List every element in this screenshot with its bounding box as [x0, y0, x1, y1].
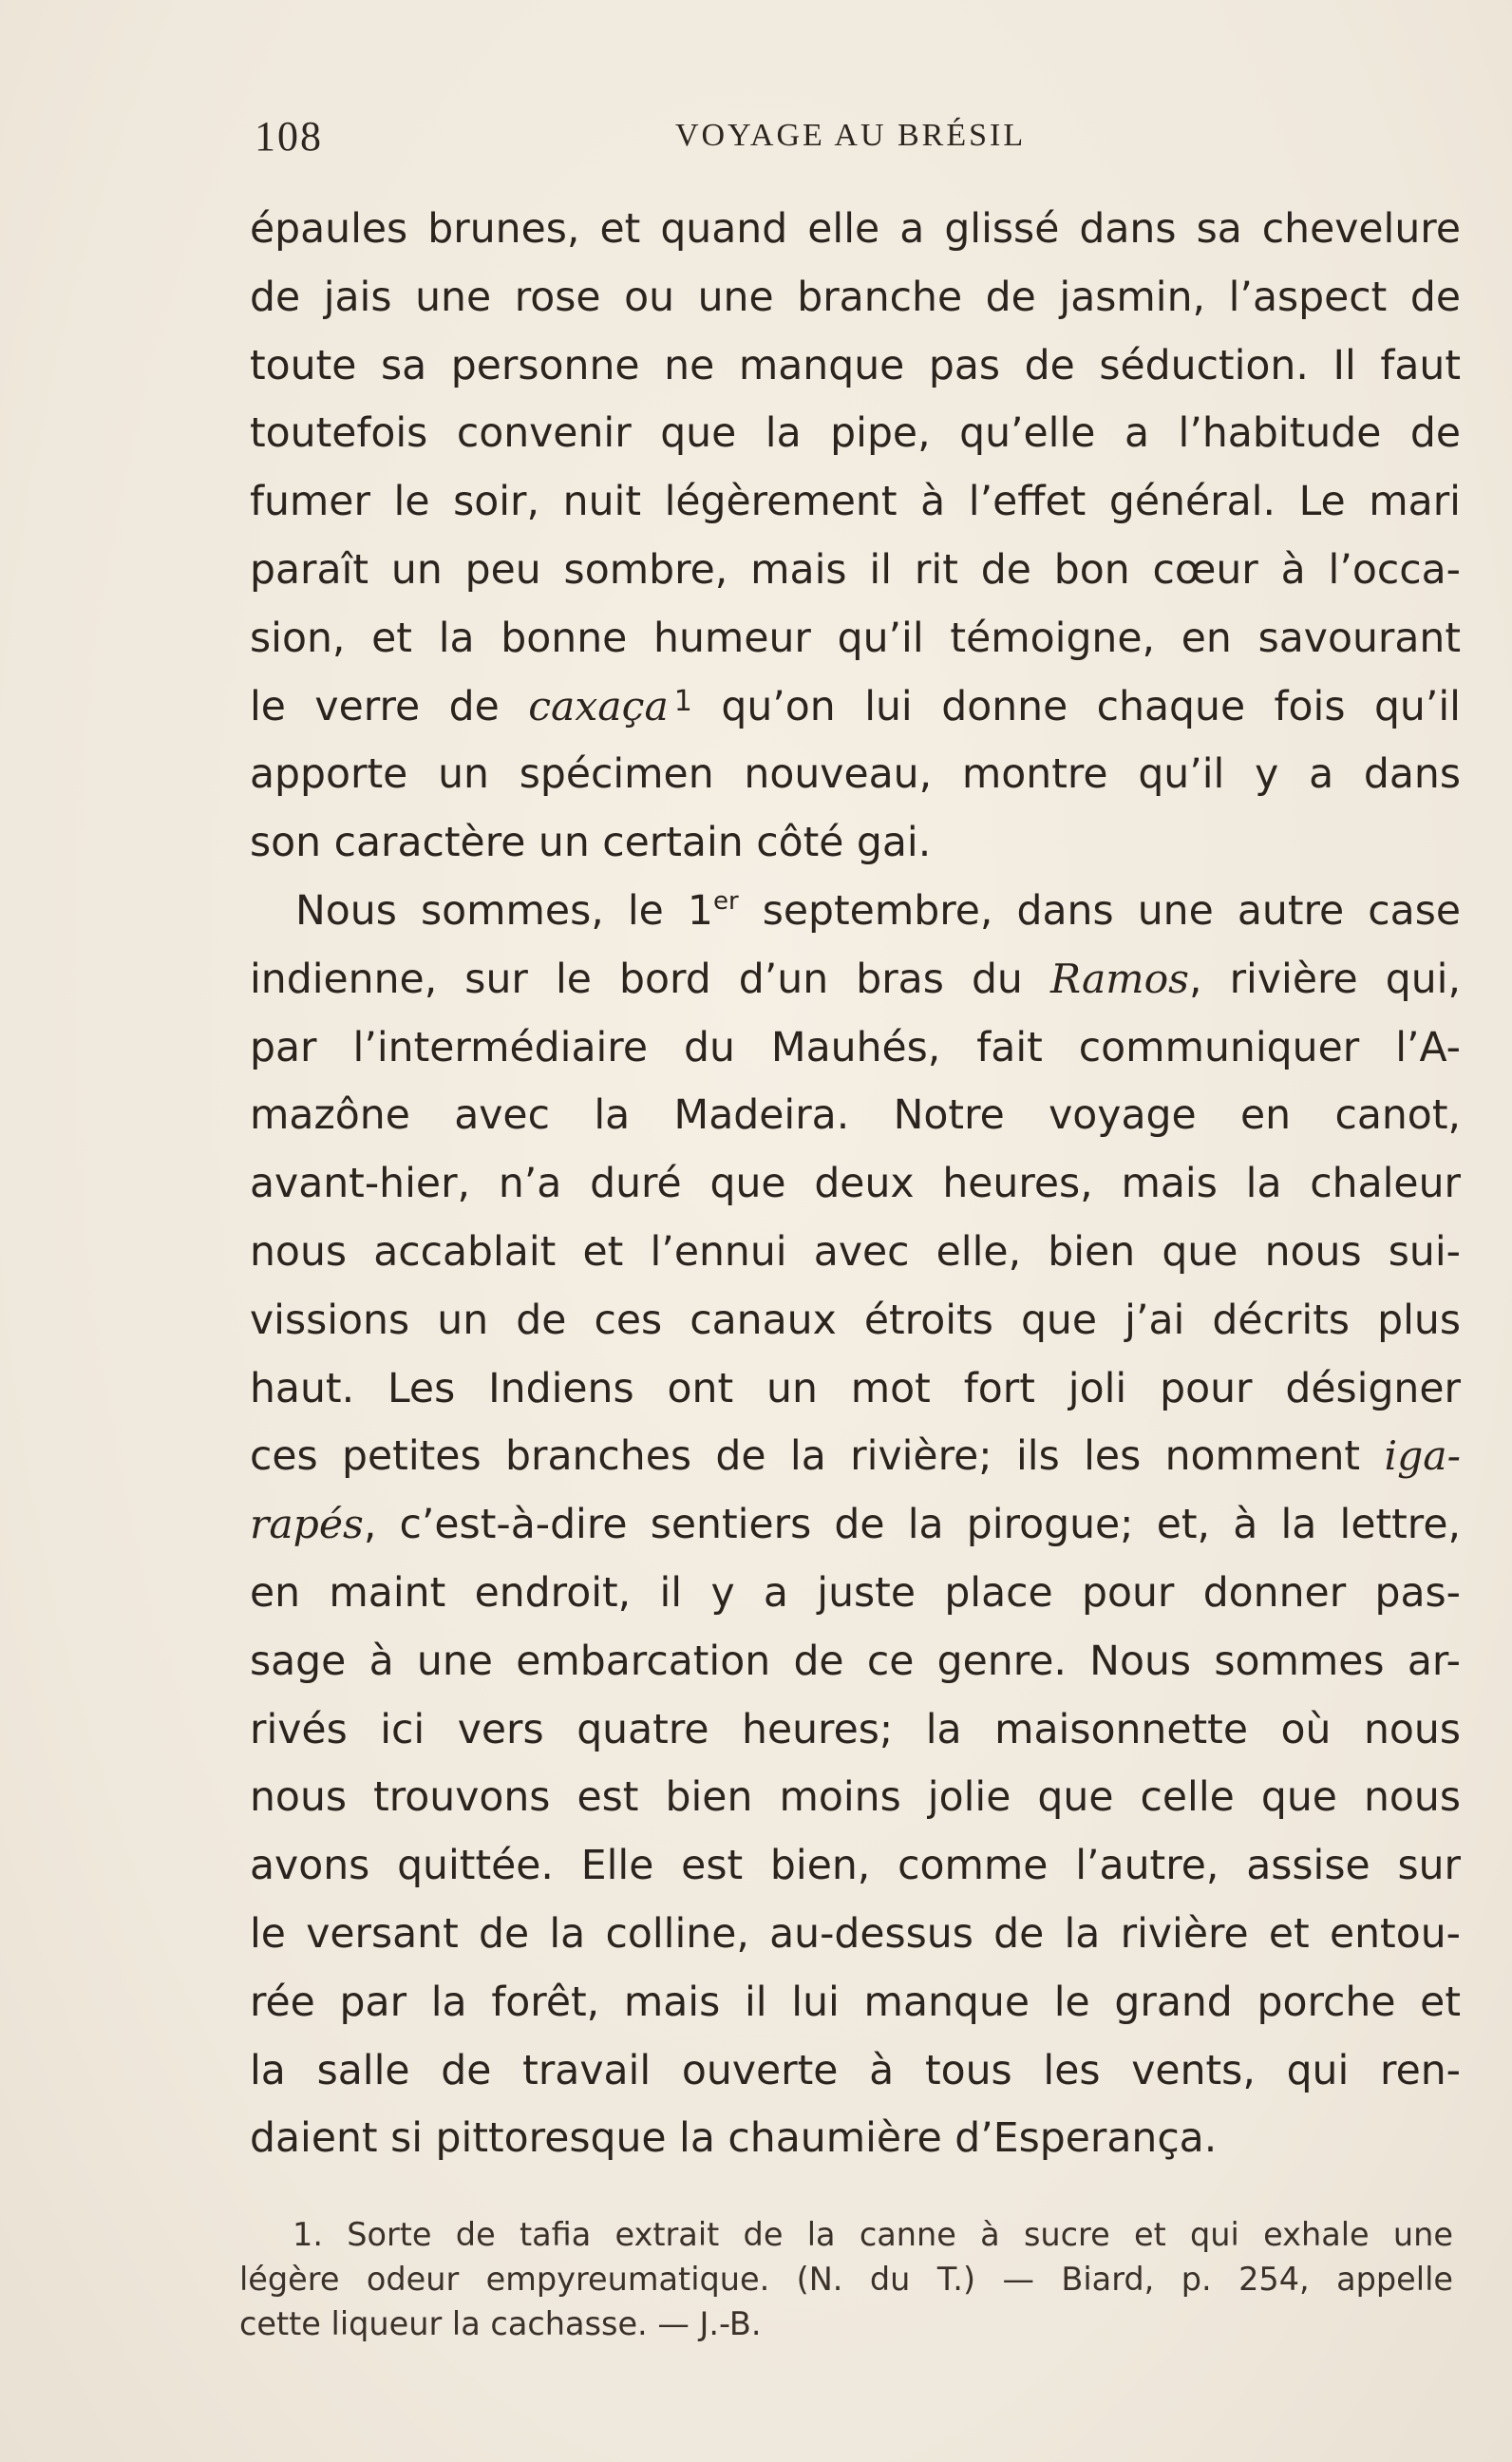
running-title: VOYAGE AU BRÉSIL — [675, 118, 1027, 153]
text-line: par l’intermédiaire du Mauhés, fait communiquer l’A- — [250, 1024, 1461, 1071]
text-line: le versant de la colline, au-dessus de la rivière et entou- — [250, 1910, 1461, 1958]
italic-term: Ramos — [1049, 956, 1189, 1003]
text-line: apporte un spécimen nouveau, montre qu’il y a dans — [250, 751, 1461, 799]
text-line: la salle de travail ouverte à tous les vents, qui ren- — [250, 2047, 1461, 2094]
superscript: er — [712, 886, 739, 916]
page-header — [255, 112, 1456, 169]
text-line: haut. Les Indiens ont un mot fort joli pour désigner — [250, 1365, 1461, 1412]
text-line: fumer le soir, nuit légèrement à l’effet général. Le mari — [250, 479, 1461, 526]
text-segment: , c’est-à-dire sentiers de la pirogue; et, à la lettre, — [363, 1502, 1461, 1549]
italic-term: rapés — [250, 1502, 364, 1549]
text-line: nous trouvons est bien moins jolie que celle que nous — [250, 1774, 1461, 1822]
text-line: de jais une rose ou une branche de jasmin, l’aspect de — [250, 274, 1461, 321]
text-line: avant-hier, n’a duré que deux heures, mais la chaleur — [250, 1161, 1461, 1208]
text-segment: Nous sommes, le 1 — [295, 887, 713, 935]
text-line — [250, 1423, 1461, 1491]
text-segment: le verre de — [250, 683, 529, 730]
text-segment: qu’on lui donne chaque fois qu’il — [691, 683, 1461, 730]
text-line: vissions un de ces canaux étroits que j’ai décrits plus — [250, 1297, 1461, 1344]
footnote-line: 1. Sorte de tafia extrait de la canne à sucre et qui exhale une — [293, 2216, 1453, 2253]
text-line: toute sa personne ne manque pas de séduction. Il faut — [250, 342, 1461, 389]
paragraph-first-line — [250, 878, 1461, 946]
text-line — [250, 1491, 1461, 1560]
text-line: sage à une embarcation de ce genre. Nous sommes ar- — [250, 1638, 1461, 1685]
text-segment: , rivière qui, — [1188, 956, 1461, 1003]
text-line: paraît un peu sombre, mais il rit de bon cœur à l’occa- — [250, 546, 1461, 594]
footnote — [239, 2212, 1453, 2346]
text-segment: indienne, sur le bord d’un bras du — [250, 956, 1050, 1003]
text-line: mazône avec la Madeira. Notre voyage en canot, — [250, 1092, 1461, 1140]
text-line: avons quittée. Elle est bien, comme l’autre, assise sur — [250, 1843, 1461, 1890]
italic-term: caxaça — [528, 683, 669, 730]
page-number: 108 — [255, 113, 323, 160]
text-line: toutefois convenir que la pipe, qu’elle a l’habitude de — [250, 410, 1461, 458]
italic-term: iga- — [1384, 1433, 1461, 1481]
text-line: sion, et la bonne humeur qu’il témoigne, en savourant — [250, 615, 1461, 662]
text-line-with-footnote-ref — [250, 673, 1461, 742]
footnote-reference[interactable]: 1 — [673, 684, 692, 718]
text-segment: ces petites branches de la rivière; ils les nomment — [250, 1433, 1385, 1481]
text-line: son caractère un certain côté gai. — [250, 820, 932, 867]
footnote-line: légère odeur empyreumatique. (N. du T.) — Biard, p. 254, appelle — [239, 2261, 1453, 2298]
text-line: en maint endroit, il y a juste place pour donner pas- — [250, 1569, 1461, 1617]
main-text — [250, 196, 1461, 2173]
text-line: daient si pittoresque la chaumière d’Esperança. — [250, 2115, 1218, 2163]
text-line: rivés ici vers quatre heures; la maisonnette où nous — [250, 1706, 1461, 1753]
text-line: rée par la forêt, mais il lui manque le grand porche et — [250, 1979, 1461, 2026]
text-line — [250, 946, 1461, 1014]
text-line: nous accablait et l’ennui avec elle, bien que nous sui- — [250, 1228, 1461, 1276]
text-line: épaules brunes, et quand elle a glissé dans sa chevelure — [250, 206, 1461, 253]
text-segment: septembre, dans une autre case — [738, 887, 1461, 935]
footnote-line: cette liqueur la cachasse. — J.-B. — [239, 2305, 762, 2342]
